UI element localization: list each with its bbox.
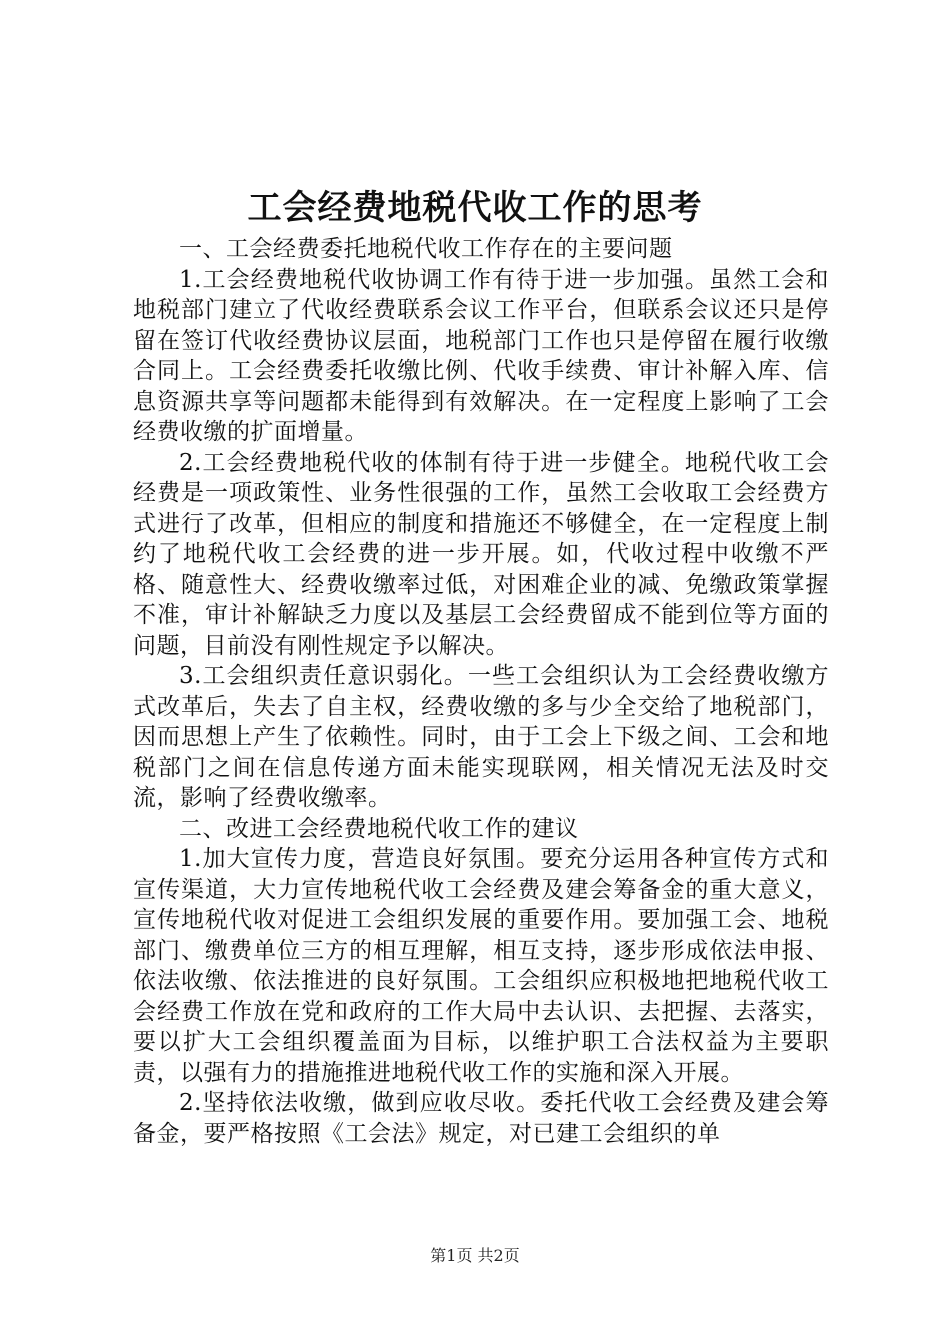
- document-body: [133, 234, 829, 1149]
- paragraph: 1.工会经费地税代收协调工作有待于进一步加强。虽然工会和地税部门建立了代收经费联系会议工作平台，但联系会议还只是停留在签订代收经费协议层面，地税部门工作也只是停留在履行收缴合同上。工会经费委托收缴比例、代收手续费、审计补解入库、信息资源共享等问题都未能得到有效解决。在一定程度上影响了工会经费收缴的扩面增量。: [133, 266, 829, 445]
- paragraph: 3.工会组织责任意识弱化。一些工会组织认为工会经费收缴方式改革后，失去了自主权，经费收缴的多与少全交给了地税部门，因而思想上产生了依赖性。同时，由于工会上下级之间、工会和地税部门之间在信息传递方面未能实现联网，相关情况无法及时交流，影响了经费收缴率。: [133, 663, 829, 811]
- page-footer: 第1页 共2页: [430, 1246, 520, 1265]
- document-title: 工会经费地税代收工作的思考: [247, 188, 703, 228]
- paragraph: 1.加大宣传力度，营造良好氛围。要充分运用各种宣传方式和宣传渠道，大力宣传地税代收工会经费及建会筹备金的重大意义，宣传地税代收对促进工会组织发展的重要作用。要加强工会、地税部门、缴费单位三方的相互理解，相互支持，逐步形成依法申报、依法收缴、依法推进的良好氛围。工会组织应积极地把地税代收工会经费工作放在党和政府的工作大局中去认识、去把握、去落实，要以扩大工会组织覆盖面为目标，以维护职工合法权益为主要职责，以强有力的措施推进地税代收工作的实施和深入开展。: [133, 846, 829, 1086]
- paragraph: 2.工会经费地税代收的体制有待于进一步健全。地税代收工会经费是一项政策性、业务性很强的工作，虽然工会收取工会经费方式进行了改革，但相应的制度和措施还不够健全，在一定程度上制约了地税代收工会经费的进一步开展。如，代收过程中收缴不严格、随意性大、经费收缴率过低，对困难企业的减、免缴政策掌握不准，审计补解缺乏力度以及基层工会经费留成不能到位等方面的问题，目前没有刚性规定予以解决。: [133, 449, 829, 659]
- paragraph: 2.坚持依法收缴，做到应收尽收。委托代收工会经费及建会筹备金，要严格按照《工会法》规定，对已建工会组织的单: [133, 1090, 829, 1147]
- section-heading: 二、改进工会经费地税代收工作的建议: [179, 815, 579, 842]
- section-heading: 一、工会经费委托地税代收工作存在的主要问题: [179, 236, 673, 262]
